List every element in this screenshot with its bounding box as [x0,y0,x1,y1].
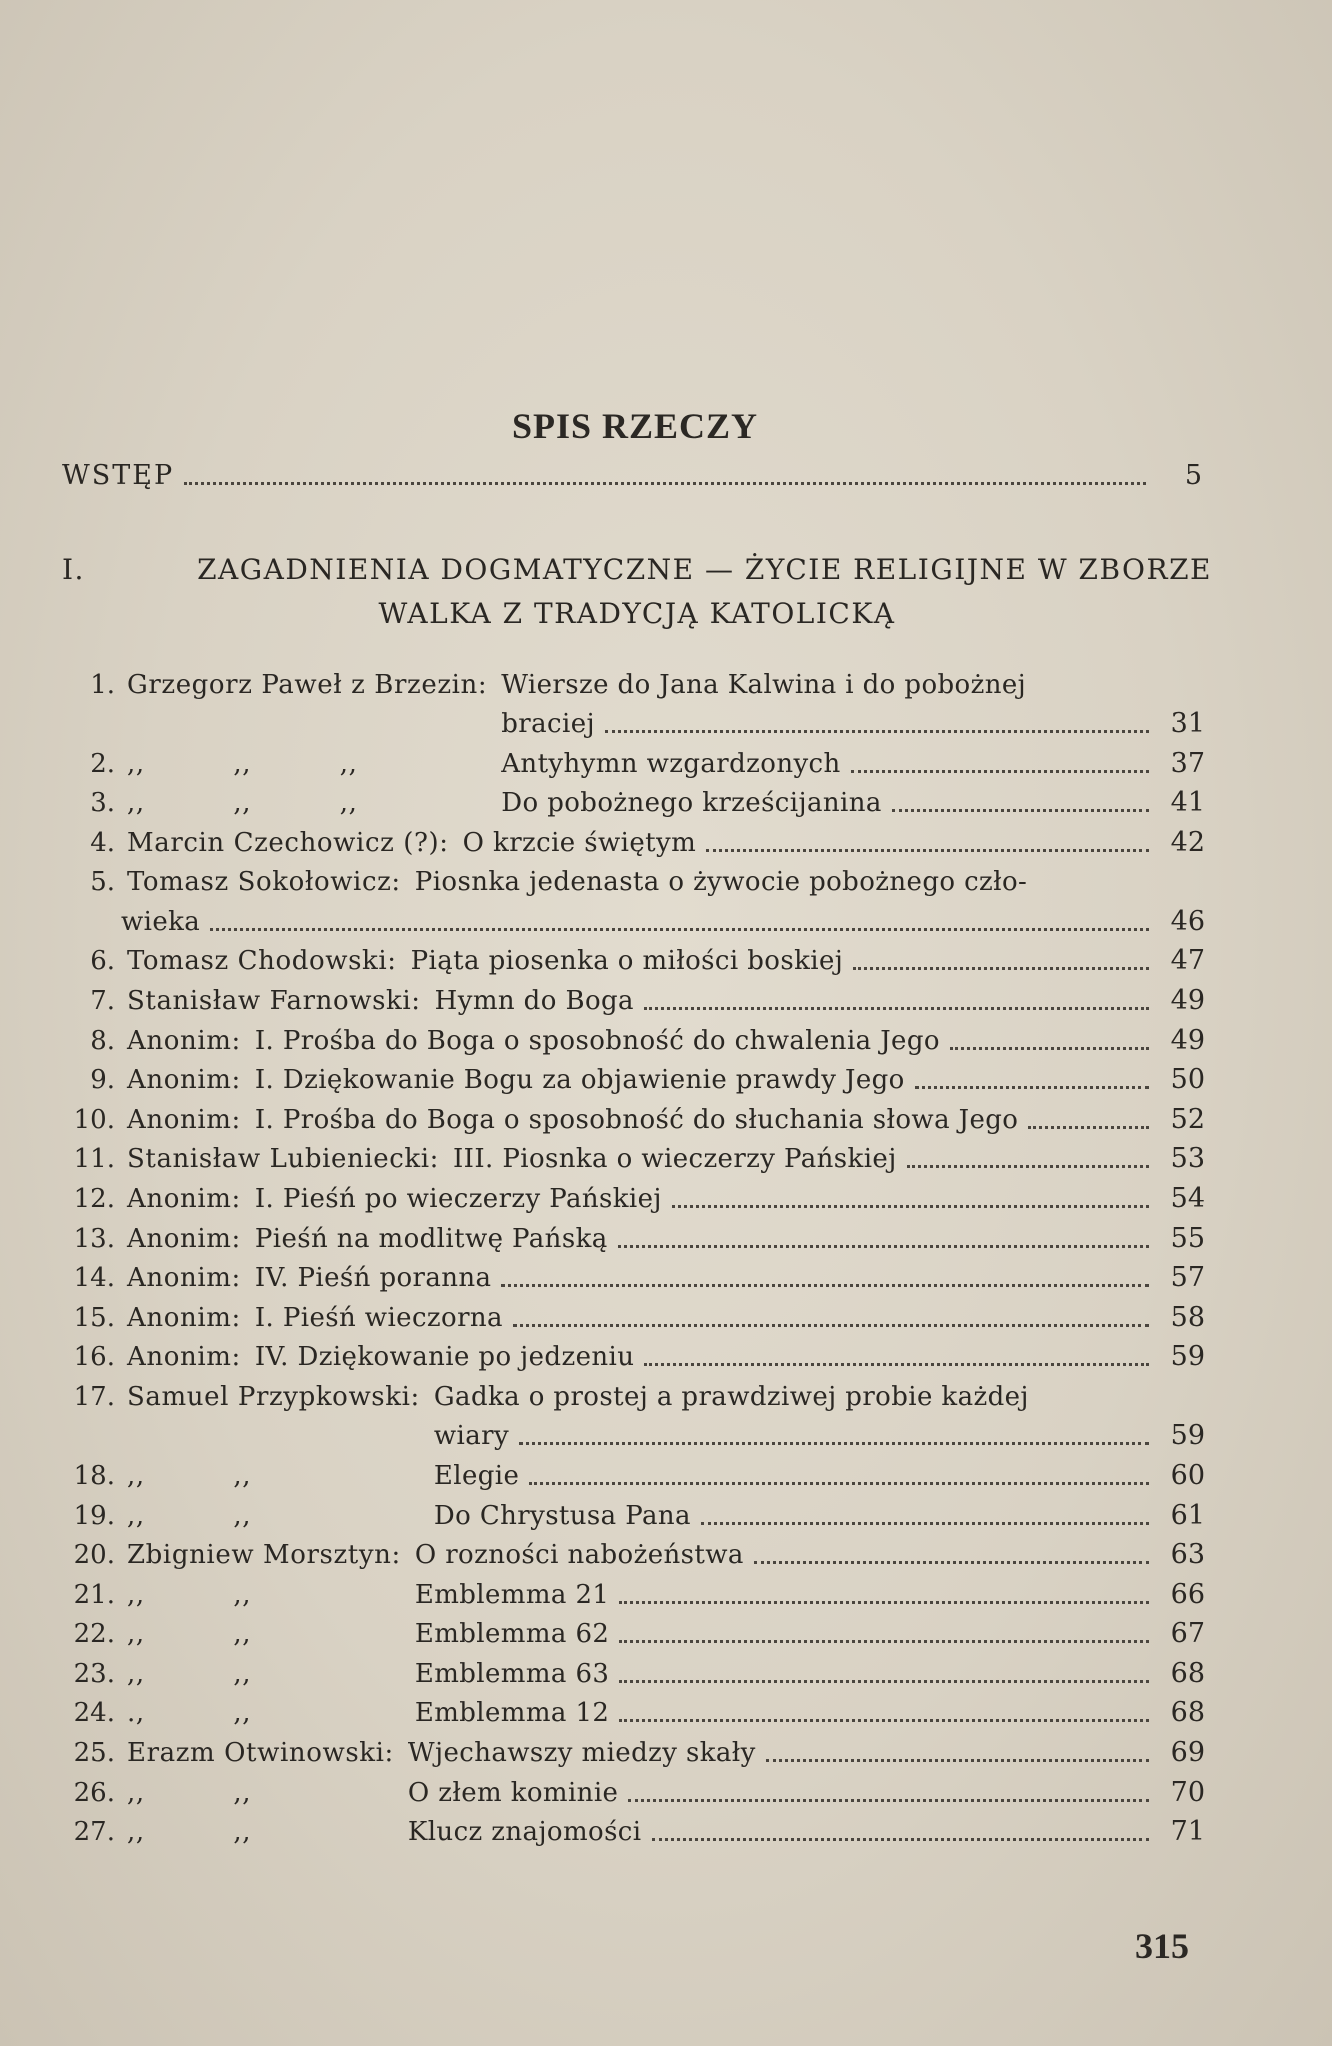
entry-author: ,, ,, [127,1619,252,1650]
entry-title: Elegie [433,1460,520,1491]
toc-entry [55,976,1205,1016]
toc-entry [55,1016,1205,1056]
dot-leader [754,1560,1149,1564]
dot-leader [892,808,1149,812]
dot-leader [851,769,1149,773]
dot-leader [619,1639,1149,1643]
toc-entry [55,660,1205,739]
entry-title-continuation: wieka [121,906,201,937]
entry-author: Zbigniew Morsztyn: [127,1540,401,1571]
dot-leader [907,1164,1149,1168]
entry-author: Anonim: [127,1183,241,1214]
entry-title: I. Dziękowanie Bogu za objawienie prawdy Jego [254,1065,905,1096]
entry-number: 12. [73,1183,115,1214]
dot-leader [501,1283,1149,1287]
entry-number: 7. [90,985,115,1016]
toc-entry [55,1372,1205,1451]
entry-number: 6. [90,946,115,977]
entry-page-number: 49 [1170,1024,1205,1056]
entry-number: 13. [73,1223,115,1254]
entry-number: 18. [73,1460,115,1491]
entry-page-number: 69 [1170,1737,1205,1769]
entry-number: 26. [73,1777,115,1808]
entry-number: 11. [73,1144,115,1175]
intro-label: WSTĘP [62,460,175,491]
toc-entry [55,1768,1205,1808]
entry-title: Emblemma 21 [414,1579,610,1610]
toc-entry [55,779,1205,819]
entry-author: ,, ,, [127,1500,252,1531]
entry-page-number: 71 [1170,1816,1205,1848]
entry-author: Anonim: [127,1263,241,1294]
toc-entry [55,858,1205,937]
toc-entry [55,1095,1205,1135]
section-number: I. [62,553,85,586]
dot-leader [628,1798,1149,1802]
entry-number: 1. [90,669,115,700]
entry-title: Piosnka jedenasta o żywocie pobożnego czło- [414,867,1028,898]
entry-author: ,, ,, [127,1777,252,1808]
entry-author: Anonim: [127,1342,241,1373]
entry-author: Erazm Otwinowski: [127,1738,394,1769]
dot-leader [513,1323,1149,1327]
entry-title: IV. Dziękowanie po jedzeniu [254,1342,635,1373]
page-folio: 315 [1135,1926,1189,1966]
entry-title: Do Chrystusa Pana [433,1500,691,1531]
entry-title: Gadka o prostej a prawdziwej probie każdej [433,1381,1029,1412]
entry-number: 22. [73,1619,115,1650]
entry-author: ,, ,, [127,1460,252,1491]
entry-title: Wjechawszy miedzy skały [407,1738,756,1769]
entry-page-number: 68 [1170,1657,1205,1689]
toc-entry [55,818,1205,858]
toc-entry [55,1056,1205,1096]
dot-leader [706,848,1149,852]
dot-leader [644,1006,1149,1010]
entry-title: I. Pieśń po wieczerzy Pańskiej [254,1183,662,1214]
entry-page-number: 59 [1170,1420,1205,1452]
dot-leader [605,729,1149,733]
entry-author: ,, ,, [127,1579,252,1610]
entry-author: Anonim: [127,1025,241,1056]
section-heading-line-1 [62,548,1212,592]
toc-entry [55,1649,1205,1689]
dot-leader [618,1244,1149,1248]
entry-title-continuation: wiary [433,1421,510,1452]
entry-title: Do pobożnego krześcijanina [501,788,882,819]
entry-page-number: 58 [1170,1301,1205,1333]
entry-author: Anonim: [127,1065,241,1096]
toc-entry [55,1135,1205,1175]
dot-leader [184,481,1146,485]
entry-number: 14. [73,1263,115,1294]
entry-author: ., ,, [127,1698,252,1729]
section-heading [62,548,1212,636]
entry-page-number: 70 [1170,1776,1205,1808]
toc-entry [55,1531,1205,1571]
table-of-contents [55,660,1205,1847]
entry-number: 21. [73,1579,115,1610]
dot-leader [766,1758,1149,1762]
entry-page-number: 57 [1170,1262,1205,1294]
toc-entry [55,937,1205,977]
entry-title-continuation: braciej [501,709,595,739]
entry-title: I. Prośba do Boga o sposobność do słuchania słowa Jego [254,1104,1019,1135]
dot-leader [652,1837,1150,1841]
dot-leader [915,1085,1149,1089]
entry-title: Pieśń na modlitwę Pańską [254,1223,608,1254]
entry-author: Grzegorz Paweł z Brzezin: [127,669,488,700]
entry-number: 17. [73,1381,115,1412]
entry-title: Klucz znajomości [407,1817,642,1848]
section-title: ZAGADNIENIA DOGMATYCZNE — ŻYCIE RELIGIJNE W ZBORZE [197,553,1212,586]
entry-number: 9. [90,1065,115,1096]
entry-author: Anonim: [127,1223,241,1254]
entry-number: 23. [73,1658,115,1689]
entry-title: III. Piosnka o wieczerzy Pańskiej [453,1144,897,1175]
toc-entry [55,1214,1205,1254]
entry-author: Anonim: [127,1302,241,1333]
entry-number: 20. [73,1540,115,1571]
entry-page-number: 61 [1170,1499,1205,1531]
entry-title: Piąta piosenka o miłości boskiej [410,946,844,977]
entry-number: 5. [90,867,115,898]
entry-page-number: 67 [1170,1618,1205,1650]
toc-entry [55,1451,1205,1491]
dot-leader [619,1679,1149,1683]
dot-leader [210,927,1149,931]
dot-leader [529,1481,1149,1485]
toc-entry [55,739,1205,779]
dot-leader [519,1441,1149,1445]
entry-page-number: 37 [1170,747,1205,779]
entry-author: ,, ,, ,, [127,788,358,819]
entry-page-number: 66 [1170,1578,1205,1610]
entry-author: Tomasz Chodowski: [127,946,397,977]
entry-author: ,, ,, [127,1817,252,1848]
toc-entry [55,1491,1205,1531]
dot-leader [619,1718,1149,1722]
toc-entry [55,1570,1205,1610]
entry-author: Tomasz Sokołowicz: [127,867,401,898]
toc-entry [55,1610,1205,1650]
dot-leader [853,966,1149,970]
entry-title: Emblemma 12 [414,1698,610,1729]
entry-number: 19. [73,1500,115,1531]
entry-page-number: 41 [1170,787,1205,819]
intro-page-number: 5 [1184,460,1202,491]
entry-title: O krzcie świętym [462,827,697,858]
dot-leader [644,1362,1149,1366]
entry-title: I. Prośba do Boga o sposobność do chwalenia Jego [254,1025,940,1056]
toc-entry [55,1254,1205,1294]
dot-leader [950,1046,1149,1050]
entry-author: Stanisław Farnowski: [127,985,421,1016]
entry-page-number: 55 [1170,1222,1205,1254]
entry-page-number: 52 [1170,1103,1205,1135]
entry-page-number: 42 [1170,826,1205,858]
dot-leader [619,1600,1149,1604]
page-title: SPIS RZECZY [511,406,759,446]
entry-number: 25. [73,1738,115,1769]
entry-number: 15. [73,1302,115,1333]
dot-leader [701,1521,1149,1525]
toc-entry [55,1728,1205,1768]
entry-number: 24. [73,1698,115,1729]
toc-entry [55,1174,1205,1214]
entry-title: I. Pieśń wieczorna [254,1302,503,1333]
toc-intro-row [62,460,1202,491]
entry-number: 8. [90,1025,115,1056]
entry-number: 2. [90,748,115,779]
entry-page-number: 49 [1170,984,1205,1016]
entry-page-number: 63 [1170,1539,1205,1571]
dot-leader [672,1204,1149,1208]
entry-page-number: 54 [1170,1182,1205,1214]
entry-page-number: 47 [1170,945,1205,977]
entry-page-number: 50 [1170,1064,1205,1096]
entry-page-number: 31 [1170,708,1205,739]
entry-title: O złem kominie [407,1777,619,1808]
entry-number: 10. [73,1104,115,1135]
toc-entry [55,1293,1205,1333]
entry-author: ,, ,, ,, [127,748,358,779]
toc-entry [55,1689,1205,1729]
entry-author: Stanisław Lubieniecki: [127,1144,440,1175]
entry-page-number: 68 [1170,1697,1205,1729]
entry-page-number: 59 [1170,1341,1205,1373]
entry-author: ,, ,, [127,1658,252,1689]
entry-number: 27. [73,1817,115,1848]
entry-page-number: 46 [1170,905,1205,937]
entry-title: Hymn do Boga [434,985,634,1016]
entry-title: Emblemma 62 [414,1619,610,1650]
entry-author: Samuel Przypkowski: [127,1381,420,1412]
entry-title: IV. Pieśń poranna [254,1263,492,1294]
entry-number: 3. [90,788,115,819]
entry-title: Emblemma 63 [414,1658,610,1689]
dot-leader [1028,1125,1149,1129]
entry-number: 4. [90,827,115,858]
entry-page-number: 60 [1170,1459,1205,1491]
entry-number: 16. [73,1342,115,1373]
entry-title: Antyhymn wzgardzonych [501,748,841,779]
entry-title: O rozności nabożeństwa [414,1540,744,1571]
toc-entry [55,1808,1205,1848]
entry-author: Marcin Czechowicz (?): [127,827,449,858]
entry-page-number: 53 [1170,1143,1205,1175]
section-subtitle: WALKA Z TRADYCJĄ KATOLICKĄ [378,597,896,630]
entry-author: Anonim: [127,1104,241,1135]
entry-title: Wiersze do Jana Kalwina i do pobożnej [501,669,1027,700]
toc-entry [55,1333,1205,1373]
